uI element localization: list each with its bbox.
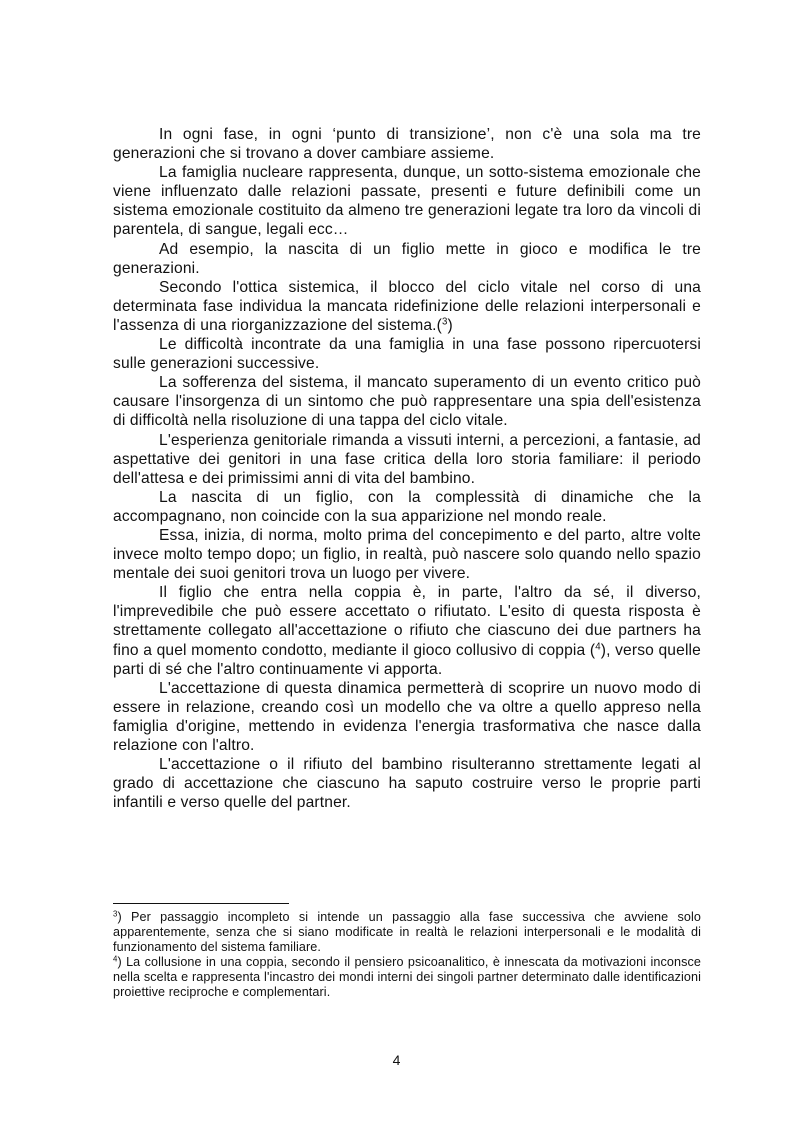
- footnote-4-number: 4: [113, 955, 118, 964]
- paragraph-12: L'accettazione o il rifiuto del bambino risulteranno strettamente legati al grado di accettazione che ciascuno ha saputo costruire verso le proprie parti infantili e verso quelle del partner.: [113, 756, 701, 812]
- paragraph-4: [113, 278, 701, 335]
- footnote-ref-4: 4: [595, 641, 601, 653]
- paragraph-10-text-end: ), verso quelle parti di sé che l'altro continuamente vi apporta.: [113, 641, 701, 678]
- paragraph-5: Le difficoltà incontrate da una famiglia in una fase possono ripercuotersi sulle generazioni successive.: [113, 336, 701, 373]
- paragraph-4-text: Secondo l'ottica sistemica, il blocco del ciclo vitale nel corso di una determinata fase individua la mancata ridefinizione delle relazioni interpersonali e l'assenza di una riorganizzazione del sistema.(: [113, 278, 701, 334]
- paragraph-4-text-end: ): [447, 316, 453, 334]
- footnote-3-number: 3: [113, 909, 118, 919]
- paragraph-10: [113, 583, 701, 678]
- paragraph-11: L'accettazione di questa dinamica permetterà di scoprire un nuovo modo di essere in relazione, creando così un modello che va oltre a quello appreso nella famiglia d'origine, mettendo in evidenza l'energia trasformativa che nasce dalla relazione con l'altro.: [113, 679, 701, 754]
- footnote-3: [113, 910, 701, 955]
- page-number: 4: [392, 1052, 401, 1068]
- body-text: [113, 125, 701, 812]
- paragraph-2: La famiglia nucleare rappresenta, dunque, un sotto-sistema emozionale che viene influenzato dalle relazioni passate, presenti e future definibili come un sistema emozionale costituito da almeno tre generazioni legate tra loro da vincoli di parentela, di sangue, legali ecc…: [113, 164, 701, 239]
- paragraph-9: Essa, inizia, di norma, molto prima del concepimento e del parto, altre volte invece molto tempo dopo; un figlio, in realtà, può nascere solo quando nello spazio mentale dei suoi genitori trova un luogo per vivere.: [113, 526, 701, 583]
- paragraph-1: In ogni fase, in ogni ‘punto di transizione’, non c'è una sola ma tre generazioni che si trovano a dover cambiare assieme.: [113, 126, 701, 163]
- paragraph-8: La nascita di un figlio, con la complessità di dinamiche che la accompagnano, non coincide con la sua apparizione nel mondo reale.: [113, 488, 701, 525]
- paragraph-10-text: Il figlio che entra nella coppia è, in parte, l'altro da sé, il diverso, l'imprevedibile che può essere accettato o rifiutato. L'esito di questa risposta è strettamente collegato all'accettazione o rifiuto che ciascuno dei due partners ha fino a quel momento condotto, mediante il gioco collusivo di coppia (: [113, 584, 701, 659]
- paragraph-6: La sofferenza del sistema, il mancato superamento di un evento critico può causare l'insorgenza di un sintomo che può rappresentare una spia dell'esistenza di difficoltà nella risoluzione di una tappa del ciclo vitale.: [113, 374, 701, 430]
- footnote-divider: [113, 903, 289, 904]
- paragraph-7: L'esperienza genitoriale rimanda a vissuti interni, a percezioni, a fantasie, ad aspettative dei genitori in una fase critica della loro storia familiare: il periodo dell'attesa e dei primissimi anni di vita del bambino.: [113, 431, 701, 487]
- footnote-4-text: ) La collusione in una coppia, secondo il pensiero psicoanalitico, è innescata da motivazioni inconsce nella scelta e rappresenta l'incastro dei mondi interni dei singoli partner determinato dalle identificazioni proiettive reciproche e complementari.: [113, 955, 701, 1000]
- footnote-3-text: ) Per passaggio incompleto si intende un passaggio alla fase successiva che avviene solo apparentemente, senza che si siano modificate in realtà le relazioni interpersonali e le modalità di funzionamento del sistema familiare.: [113, 910, 701, 955]
- paragraph-3: Ad esempio, la nascita di un figlio mette in gioco e modifica le tre generazioni.: [113, 240, 701, 277]
- footnotes: [113, 910, 701, 1001]
- footnote-4: [113, 955, 701, 1000]
- footnote-ref-3: 3: [442, 316, 448, 328]
